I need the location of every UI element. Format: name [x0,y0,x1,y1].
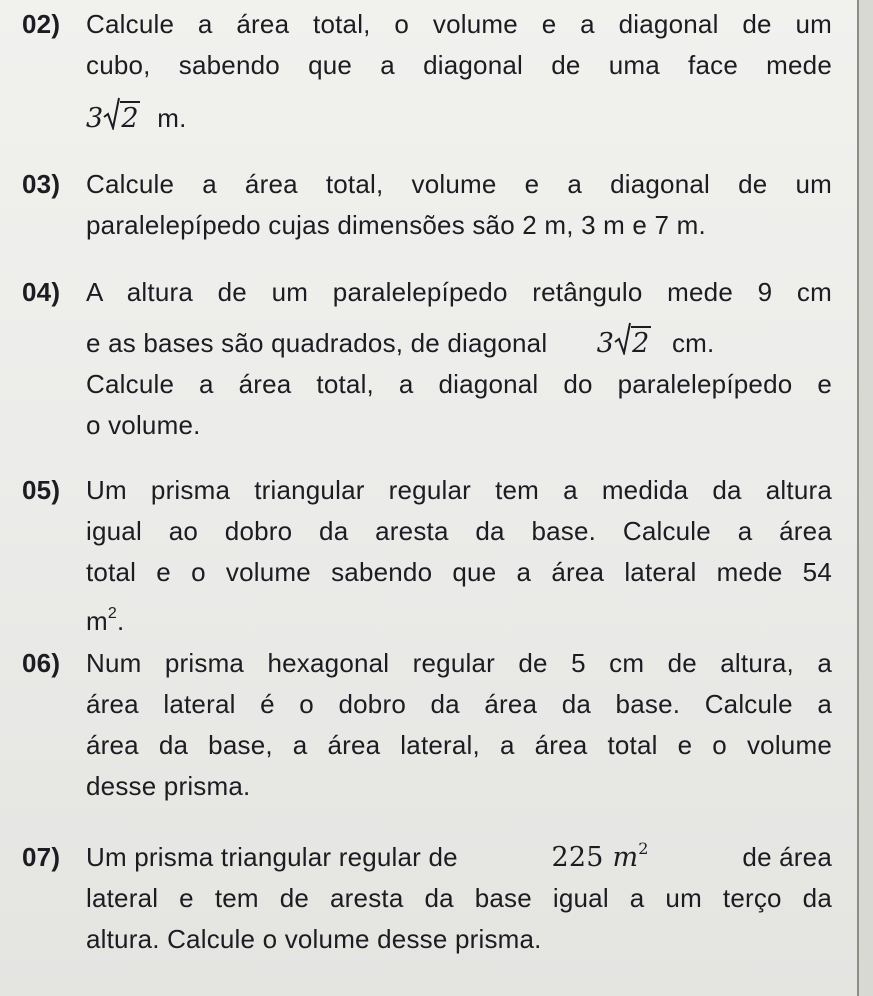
question-06-line-2: área lateral é o dobro da área da base. Calcule a [86,689,832,719]
question-02 [22,4,832,139]
question-04-line-1: 04) A altura de um paralelepípedo retângulo mede 9 cm [22,272,832,313]
question-02-line-1: 02) Calcule a área total, o volume e a diagonal de um [22,4,832,45]
question-03 [22,164,832,246]
question-06 [22,643,832,807]
question-07-line-1: 07) Um prisma triangular regular de 225 $m^2$ de área [22,828,832,878]
math-expression: 3 2 [86,103,140,134]
question-02-line-3: 3 2 m. [22,98,832,139]
question-number: 02) [22,9,61,39]
question-07-line-2: lateral e tem de aresta da base igual a um terço da [86,883,832,913]
question-05-line-3: total e o volume sabendo que a área lateral mede 54 [86,557,832,587]
question-06-line-3: área da base, a área lateral, a área total e o volume [86,730,832,760]
question-05-line-2: igual ao dobro da aresta da base. Calcule a área [86,516,832,546]
question-04 [22,272,832,446]
question-07-line-3: altura. Calcule o volume desse prisma. [86,924,542,954]
page-edge [857,0,859,996]
question-03-line-2: paralelepípedo cujas dimensões são 2 m, 3 m e 7 m. [86,210,706,240]
question-03-line-1: 03) Calcule a área total, volume e a diagonal de um [22,164,832,205]
question-05-line-1: 05) Um prisma triangular regular tem a medida da altura [22,470,832,511]
question-04-line-4: o volume. [86,410,201,440]
question-06-line-4: desse prisma. [86,771,251,801]
question-number: 04) [22,277,61,307]
question-06-line-1: 06) Num prisma hexagonal regular de 5 cm de altura, a [22,643,832,684]
question-07 [22,828,832,960]
question-number: 05) [22,475,61,505]
question-02-line-2: cubo, sabendo que a diagonal de uma face mede [86,50,832,80]
question-05 [22,470,832,642]
question-04-line-2: e as bases são quadrados, de diagonal 3 2 cm. [22,323,832,364]
question-number: 07) [22,842,61,872]
math-expression: 225 $m^2$ [551,839,649,873]
question-number: 03) [22,169,61,199]
question-04-line-3: Calcule a área total, a diagonal do paralelepípedo e [86,369,832,399]
square-root: 2 [103,98,139,139]
math-expression: 3 2 [597,328,651,359]
question-05-line-4: $m^2$. [86,605,125,636]
question-number: 06) [22,648,61,678]
square-root: 2 [614,323,650,364]
